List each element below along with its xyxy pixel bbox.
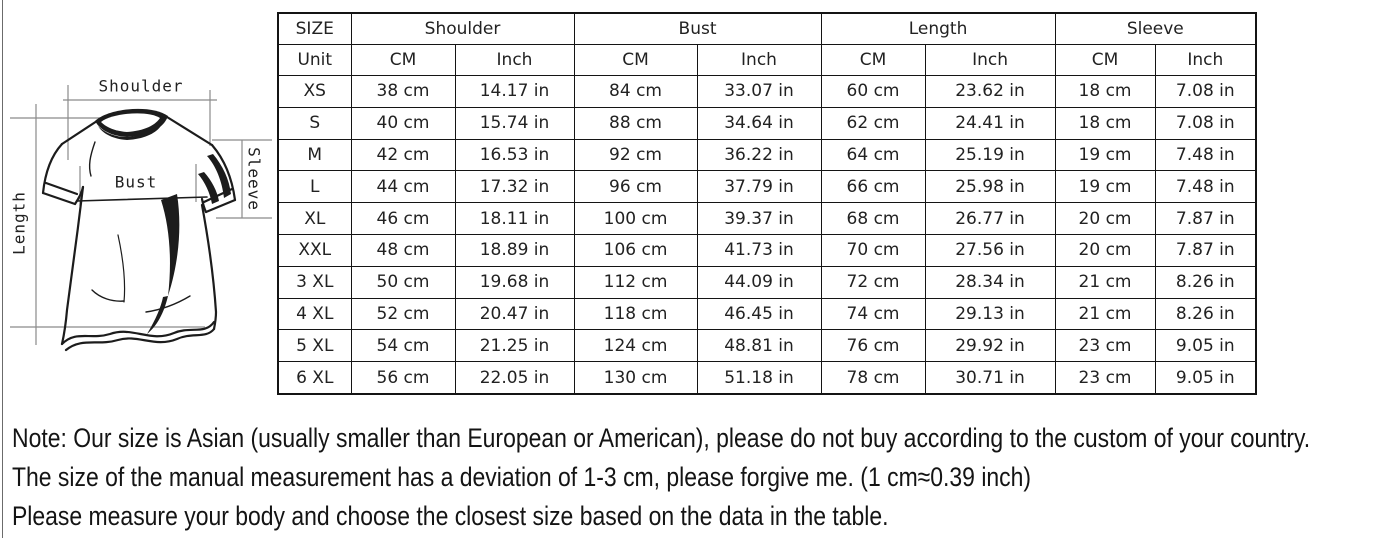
value-cell: 15.74 in: [455, 107, 574, 139]
value-cell: 7.48 in: [1155, 171, 1256, 203]
value-cell: 25.98 in: [925, 171, 1055, 203]
value-cell: 56 cm: [351, 362, 455, 394]
table-row: [278, 139, 1256, 171]
shoulder-column-header: Shoulder: [351, 13, 574, 45]
cm-header: CM: [351, 45, 455, 76]
table-row: [278, 76, 1256, 108]
value-cell: 19 cm: [1055, 139, 1155, 171]
size-cell: XXL: [278, 234, 351, 266]
value-cell: 106 cm: [574, 234, 697, 266]
sleeve-label: Sleeve: [244, 147, 264, 211]
value-cell: 16.53 in: [455, 139, 574, 171]
value-cell: 23 cm: [1055, 362, 1155, 394]
value-cell: 54 cm: [351, 330, 455, 362]
value-cell: 37.79 in: [697, 171, 821, 203]
value-cell: 44.09 in: [697, 266, 821, 298]
value-cell: 92 cm: [574, 139, 697, 171]
note-line-2: The size of the manual measurement has a deviation of 1-3 cm, please forgive me. (1 cm≈0.39 inch): [12, 462, 1032, 492]
value-cell: 118 cm: [574, 298, 697, 330]
shirt-shading: [95, 109, 231, 334]
value-cell: 68 cm: [821, 203, 925, 235]
tshirt-sketch-icon: [0, 60, 280, 400]
size-cell: XL: [278, 203, 351, 235]
value-cell: 60 cm: [821, 76, 925, 108]
table-row: [278, 266, 1256, 298]
value-cell: 29.13 in: [925, 298, 1055, 330]
inch-header: Inch: [455, 45, 574, 76]
shoulder-label: Shoulder: [98, 76, 184, 96]
value-cell: 20.47 in: [455, 298, 574, 330]
value-cell: 42 cm: [351, 139, 455, 171]
value-cell: 19 cm: [1055, 171, 1155, 203]
value-cell: 7.08 in: [1155, 76, 1256, 108]
value-cell: 48 cm: [351, 234, 455, 266]
table-unit-row: [278, 45, 1256, 76]
value-cell: 23 cm: [1055, 330, 1155, 362]
value-cell: 25.19 in: [925, 139, 1055, 171]
value-cell: 22.05 in: [455, 362, 574, 394]
value-cell: 84 cm: [574, 76, 697, 108]
value-cell: 96 cm: [574, 171, 697, 203]
value-cell: 76 cm: [821, 330, 925, 362]
size-table-body: [278, 76, 1256, 395]
table-row: [278, 298, 1256, 330]
size-cell: M: [278, 139, 351, 171]
value-cell: 70 cm: [821, 234, 925, 266]
value-cell: 78 cm: [821, 362, 925, 394]
value-cell: 18 cm: [1055, 76, 1155, 108]
table-row: [278, 234, 1256, 266]
value-cell: 62 cm: [821, 107, 925, 139]
table-row: [278, 362, 1256, 394]
table-row: [278, 330, 1256, 362]
value-cell: 8.26 in: [1155, 298, 1256, 330]
sleeve-column-header: Sleeve: [1055, 13, 1256, 45]
value-cell: 66 cm: [821, 171, 925, 203]
size-cell: XS: [278, 76, 351, 108]
value-cell: 14.17 in: [455, 76, 574, 108]
value-cell: 36.22 in: [697, 139, 821, 171]
value-cell: 48.81 in: [697, 330, 821, 362]
value-cell: 21 cm: [1055, 298, 1155, 330]
value-cell: 124 cm: [574, 330, 697, 362]
table-row: [278, 203, 1256, 235]
value-cell: 112 cm: [574, 266, 697, 298]
value-cell: 8.26 in: [1155, 266, 1256, 298]
shirt-outline: [43, 117, 235, 350]
value-cell: 33.07 in: [697, 76, 821, 108]
value-cell: 64 cm: [821, 139, 925, 171]
value-cell: 18.89 in: [455, 234, 574, 266]
note-line-3: Please measure your body and choose the closest size based on the data in the table.: [12, 501, 889, 531]
value-cell: 19.68 in: [455, 266, 574, 298]
value-cell: 72 cm: [821, 266, 925, 298]
value-cell: 52 cm: [351, 298, 455, 330]
size-cell: 6 XL: [278, 362, 351, 394]
value-cell: 17.32 in: [455, 171, 574, 203]
value-cell: 28.34 in: [925, 266, 1055, 298]
cm-header: CM: [821, 45, 925, 76]
table-row: [278, 171, 1256, 203]
bust-label: Bust: [114, 172, 158, 192]
value-cell: 18 cm: [1055, 107, 1155, 139]
value-cell: 74 cm: [821, 298, 925, 330]
value-cell: 21 cm: [1055, 266, 1155, 298]
size-cell: S: [278, 107, 351, 139]
note-line-1: Note: Our size is Asian (usually smaller than European or American), please do not buy according to the custom of your country.: [12, 423, 1311, 453]
value-cell: 20 cm: [1055, 234, 1155, 266]
value-cell: 51.18 in: [697, 362, 821, 394]
size-cell: 3 XL: [278, 266, 351, 298]
value-cell: 7.87 in: [1155, 234, 1256, 266]
value-cell: 26.77 in: [925, 203, 1055, 235]
notes-block: [12, 422, 1393, 539]
value-cell: 39.37 in: [697, 203, 821, 235]
size-cell: 5 XL: [278, 330, 351, 362]
value-cell: 7.48 in: [1155, 139, 1256, 171]
value-cell: 18.11 in: [455, 203, 574, 235]
cm-header: CM: [574, 45, 697, 76]
table-row: [278, 107, 1256, 139]
value-cell: 29.92 in: [925, 330, 1055, 362]
unit-header: Unit: [278, 45, 351, 76]
value-cell: 30.71 in: [925, 362, 1055, 394]
value-cell: 20 cm: [1055, 203, 1155, 235]
value-cell: 88 cm: [574, 107, 697, 139]
table-group-header-row: [278, 13, 1256, 45]
bust-column-header: Bust: [574, 13, 821, 45]
tshirt-diagram: [0, 60, 280, 400]
value-cell: 130 cm: [574, 362, 697, 394]
value-cell: 23.62 in: [925, 76, 1055, 108]
value-cell: 7.87 in: [1155, 203, 1256, 235]
size-cell: L: [278, 171, 351, 203]
size-table: [277, 12, 1257, 395]
value-cell: 7.08 in: [1155, 107, 1256, 139]
length-label: Length: [9, 191, 29, 255]
value-cell: 9.05 in: [1155, 330, 1256, 362]
value-cell: 21.25 in: [455, 330, 574, 362]
value-cell: 50 cm: [351, 266, 455, 298]
cm-header: CM: [1055, 45, 1155, 76]
inch-header: Inch: [925, 45, 1055, 76]
value-cell: 100 cm: [574, 203, 697, 235]
value-cell: 44 cm: [351, 171, 455, 203]
value-cell: 38 cm: [351, 76, 455, 108]
value-cell: 9.05 in: [1155, 362, 1256, 394]
value-cell: 40 cm: [351, 107, 455, 139]
length-column-header: Length: [821, 13, 1055, 45]
value-cell: 46 cm: [351, 203, 455, 235]
size-column-header: SIZE: [278, 13, 351, 45]
size-cell: 4 XL: [278, 298, 351, 330]
value-cell: 46.45 in: [697, 298, 821, 330]
inch-header: Inch: [1155, 45, 1256, 76]
value-cell: 34.64 in: [697, 107, 821, 139]
value-cell: 27.56 in: [925, 234, 1055, 266]
value-cell: 41.73 in: [697, 234, 821, 266]
value-cell: 24.41 in: [925, 107, 1055, 139]
inch-header: Inch: [697, 45, 821, 76]
